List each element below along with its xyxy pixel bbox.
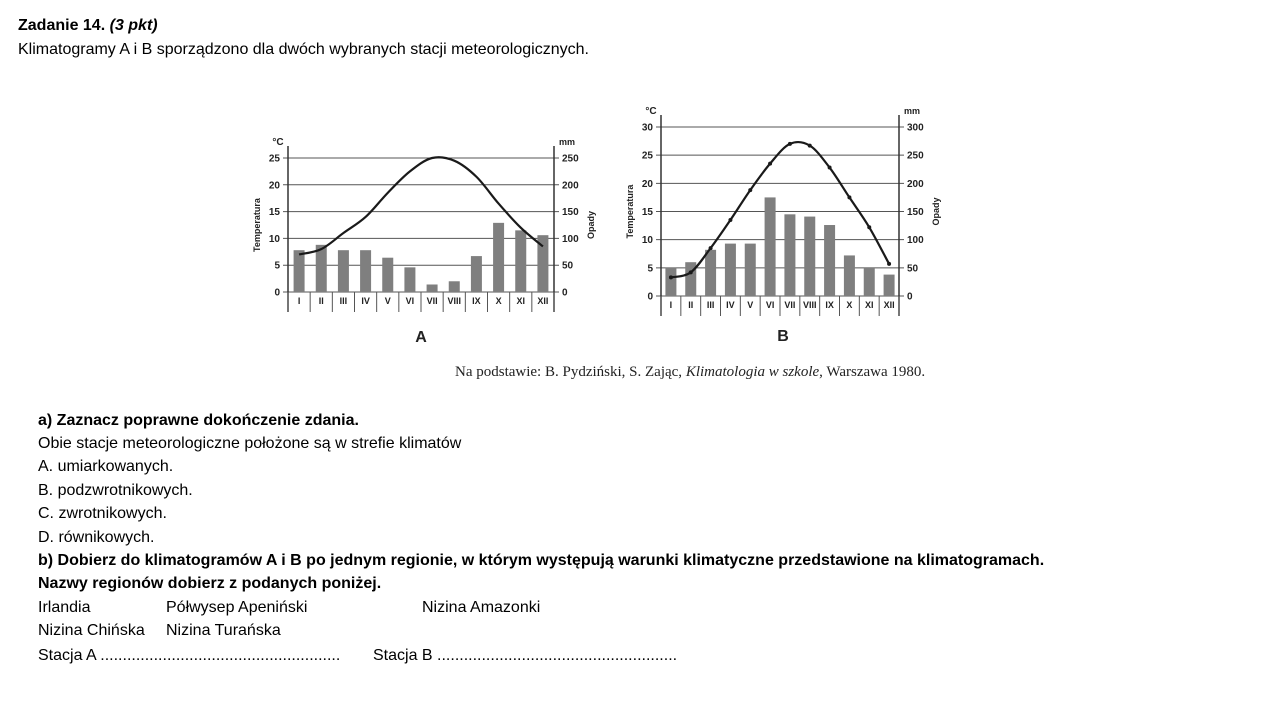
precipitation-bar bbox=[471, 256, 482, 292]
option-d[interactable]: D. równikowych. bbox=[38, 529, 155, 546]
precipitation-bar bbox=[784, 214, 795, 296]
precipitation-bar bbox=[745, 244, 756, 296]
region-nizina-chinska: Nizina Chińska bbox=[38, 622, 145, 639]
precipitation-bar bbox=[449, 281, 460, 292]
precipitation-bar bbox=[338, 250, 349, 292]
month-label: II bbox=[688, 300, 694, 310]
precipitation-bar bbox=[404, 267, 415, 292]
right-tick-label: 100 bbox=[562, 233, 579, 245]
precipitation-bar bbox=[824, 225, 835, 296]
right-tick-label: 200 bbox=[907, 178, 924, 190]
precipitation-bar bbox=[804, 217, 815, 296]
left-axis-title: Temperatura bbox=[252, 198, 262, 252]
month-label: XI bbox=[864, 300, 874, 310]
month-label: V bbox=[384, 296, 391, 306]
precipitation-bar bbox=[705, 250, 716, 296]
left-tick-label: 25 bbox=[268, 153, 280, 165]
right-axis-title: Opady bbox=[586, 210, 596, 240]
temperature-point bbox=[669, 275, 673, 279]
source-suffix: , Warszawa 1980. bbox=[819, 364, 926, 380]
precipitation-bar bbox=[725, 244, 736, 296]
part-a-stem: Obie stacje meteorologiczne położone są w strefie klimatów bbox=[38, 435, 462, 452]
month-label: IX bbox=[472, 296, 481, 306]
climatogram-a bbox=[252, 137, 596, 346]
part-a-heading: a) Zaznacz poprawne dokończenie zdania. bbox=[38, 412, 359, 429]
right-axis-title: Opady bbox=[931, 197, 941, 226]
chart-title: A bbox=[415, 329, 427, 346]
right-axis-unit: mm bbox=[558, 137, 576, 147]
left-tick-label: 10 bbox=[268, 233, 280, 245]
month-label: X bbox=[495, 296, 502, 306]
left-axis-unit: °C bbox=[645, 106, 657, 117]
region-polwysep-apeninski: Półwysep Apeniński bbox=[166, 599, 308, 616]
right-tick-label: 250 bbox=[562, 153, 579, 165]
task-number: Zadanie 14. bbox=[18, 17, 106, 34]
precipitation-bar bbox=[844, 255, 855, 296]
temperature-point bbox=[828, 166, 832, 170]
month-label: IX bbox=[825, 300, 834, 310]
right-tick-label: 200 bbox=[562, 180, 579, 192]
part-b-heading: b) Dobierz do klimatogramów A i B po jednym regionie, w którym występują warunki klimatyczne przedstawione na klimatogramach. bbox=[38, 552, 1045, 569]
precipitation-bar bbox=[382, 258, 393, 292]
task-intro: Klimatogramy A i B sporządzono dla dwóch wybranych stacji meteorologicznych. bbox=[18, 41, 589, 58]
month-label: IV bbox=[361, 296, 370, 306]
right-tick-label: 150 bbox=[907, 207, 924, 218]
right-tick-label: 300 bbox=[907, 122, 924, 134]
temperature-line bbox=[299, 157, 543, 254]
precipitation-bar bbox=[360, 250, 371, 292]
month-label: VI bbox=[405, 296, 415, 306]
month-label: VII bbox=[426, 296, 438, 306]
right-axis-unit: mm bbox=[903, 106, 921, 116]
station-b-answer[interactable]: Stacja B ...................................................... bbox=[373, 647, 678, 664]
left-tick-label: 5 bbox=[274, 260, 280, 272]
region-irlandia: Irlandia bbox=[38, 599, 91, 616]
region-nizina-turanska: Nizina Turańska bbox=[166, 622, 281, 639]
precipitation-bar bbox=[316, 245, 327, 292]
month-label: I bbox=[669, 300, 673, 310]
temperature-line bbox=[671, 142, 889, 277]
left-tick-label: 15 bbox=[641, 207, 653, 218]
precipitation-bar bbox=[493, 223, 504, 292]
source-book: Klimatologia w szkole bbox=[685, 364, 820, 380]
left-tick-label: 10 bbox=[641, 235, 653, 247]
right-tick-label: 0 bbox=[907, 291, 913, 303]
precipitation-bar bbox=[294, 250, 305, 292]
region-nizina-amazonki: Nizina Amazonki bbox=[422, 599, 541, 616]
chart-title: B bbox=[777, 328, 789, 345]
right-tick-label: 0 bbox=[562, 287, 568, 299]
right-tick-label: 100 bbox=[907, 235, 924, 247]
temperature-point bbox=[709, 246, 713, 250]
month-label: XII bbox=[883, 300, 895, 310]
temperature-point bbox=[728, 218, 732, 222]
left-tick-label: 5 bbox=[647, 263, 653, 275]
month-label: I bbox=[297, 296, 301, 306]
temperature-point bbox=[887, 262, 891, 266]
month-label: III bbox=[339, 296, 348, 306]
month-label: VIII bbox=[447, 296, 462, 306]
month-label: IV bbox=[726, 300, 735, 310]
month-label: III bbox=[706, 300, 715, 310]
left-tick-label: 20 bbox=[641, 178, 653, 190]
precipitation-bar bbox=[515, 230, 526, 292]
option-b[interactable]: B. podzwrotnikowych. bbox=[38, 482, 193, 499]
temperature-point bbox=[808, 144, 812, 148]
month-label: VIII bbox=[802, 300, 817, 310]
right-tick-label: 150 bbox=[562, 207, 579, 219]
month-label: V bbox=[747, 300, 754, 310]
right-tick-label: 50 bbox=[907, 263, 919, 275]
climatogram-b bbox=[625, 106, 941, 345]
precipitation-bar bbox=[884, 275, 895, 296]
temperature-point bbox=[768, 162, 772, 166]
part-b-subheading: Nazwy regionów dobierz z podanych poniżej. bbox=[38, 575, 382, 592]
temperature-point bbox=[689, 270, 693, 274]
temperature-point bbox=[847, 195, 851, 199]
precipitation-bar bbox=[765, 197, 776, 296]
source-citation bbox=[455, 362, 925, 382]
left-tick-label: 20 bbox=[268, 180, 280, 192]
month-label: II bbox=[318, 296, 324, 306]
left-tick-label: 30 bbox=[641, 122, 653, 134]
temperature-point bbox=[788, 142, 792, 146]
month-label: VII bbox=[784, 300, 796, 310]
source-prefix: Na podstawie: B. Pydziński, S. Zając, bbox=[455, 364, 686, 380]
left-tick-label: 0 bbox=[647, 291, 653, 303]
precipitation-bar bbox=[427, 284, 438, 292]
option-c[interactable]: C. zwrotnikowych. bbox=[38, 505, 167, 522]
task-points: (3 pkt) bbox=[109, 17, 158, 34]
temperature-point bbox=[867, 225, 871, 229]
station-a-answer[interactable]: Stacja A ...................................................... bbox=[38, 647, 341, 664]
month-label: VI bbox=[765, 300, 775, 310]
left-axis-title: Temperatura bbox=[625, 184, 635, 239]
left-tick-label: 15 bbox=[268, 207, 280, 219]
month-label: X bbox=[846, 300, 853, 310]
temperature-point bbox=[748, 188, 752, 192]
right-tick-label: 50 bbox=[562, 260, 574, 272]
month-label: XII bbox=[537, 296, 549, 306]
left-axis-unit: °C bbox=[272, 137, 284, 148]
option-a[interactable]: A. umiarkowanych. bbox=[38, 458, 174, 475]
right-tick-label: 250 bbox=[907, 150, 924, 162]
month-label: XI bbox=[516, 296, 526, 306]
left-tick-label: 25 bbox=[641, 150, 653, 162]
precipitation-bar bbox=[864, 267, 875, 296]
precipitation-bar bbox=[665, 268, 676, 296]
left-tick-label: 0 bbox=[274, 287, 280, 299]
